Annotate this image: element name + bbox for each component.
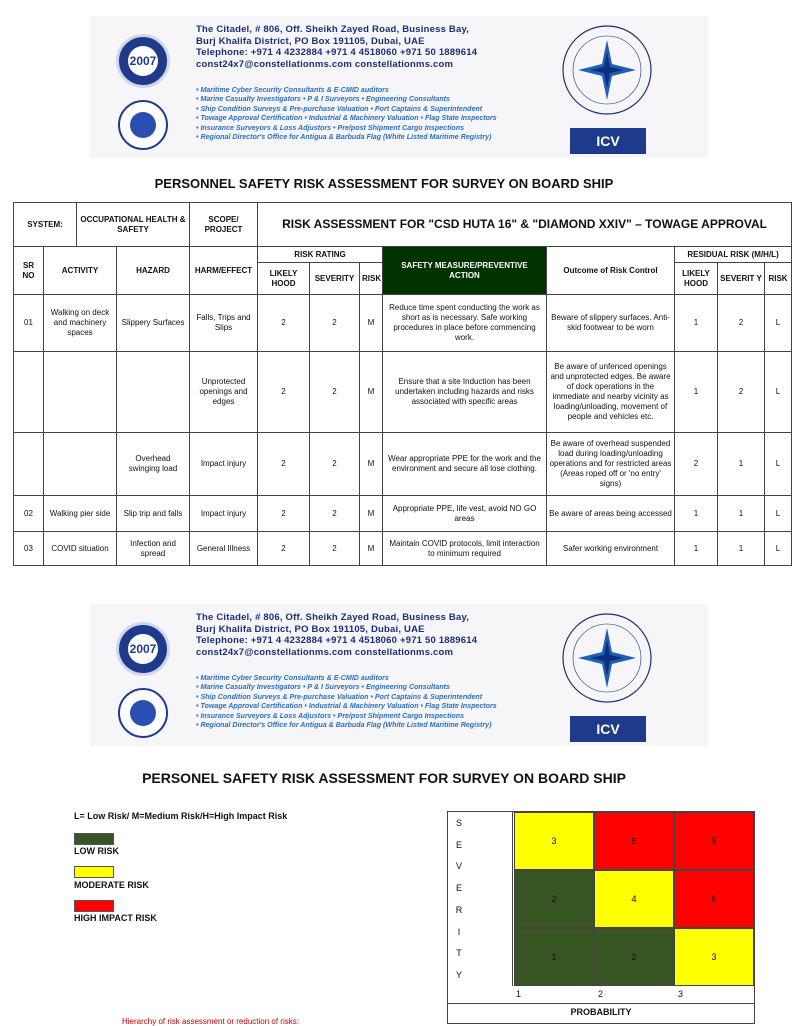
severity-letter: I [457,926,461,937]
telephone-line: Telephone: +971 4 4232884 +971 4 4518060 +971 50 1889614 [196,47,478,58]
cell-activity: Walking on deck and machinery spaces [44,295,117,352]
cell-hazard [117,352,190,433]
services-list [196,86,536,142]
cell-outcome: Be aware of overhead suspended load during loading/unloading operations and for restricted areas (Areas roped off or 'no entry' signs) [547,433,675,496]
matrix-cell: 6 [594,812,674,870]
risk-rating-header: RISK RATING [258,247,383,263]
matrix-cell: 6 [674,870,754,928]
severity-letter: R [455,904,463,915]
cell-sr [14,352,44,433]
cell-likelihood: 2 [258,433,310,496]
address-line: The Citadel, # 806, Off. Sheikh Zayed Road, Business Bay, [196,24,470,35]
table-row [14,496,792,532]
low-risk-label: LOW RISK [74,846,119,856]
col-severity: SEVERITY [310,263,360,295]
cell-outcome: Be aware of unfenced openings and unprotected edges. Be aware of dock operations in the immediate and nearby vicinity as loading/unloading, movement of people and vehicles etc. [547,352,675,433]
company-address [196,24,526,70]
institute-seal-icon [118,100,168,150]
col-activity: ACTIVITY [44,247,117,295]
table-row [14,295,792,352]
severity-letter: T [456,948,462,959]
outcome-header: Outcome of Risk Control [547,247,675,295]
cell-likelihood: 2 [258,352,310,433]
severity-letter: E [455,883,462,894]
cell-outcome: Beware of slippery surfaces. Anti-skid footwear to be worn [547,295,675,352]
col-likelihood: LIKELY HOOD [258,263,310,295]
cell-harm: General Illness [190,532,258,566]
cell-activity [44,433,117,496]
seal-year: 2007 [128,46,158,76]
table-row [14,532,792,566]
cell-harm: Falls, Trips and Slips [190,295,258,352]
institute-seal-icon [118,688,168,738]
cell-hazard: Slippery Surfaces [117,295,190,352]
cell-risk: M [360,352,383,433]
cell-hazard: Overhead swinging load [117,433,190,496]
service-item: • Maritime Cyber Security Consultants & E-CMID auditors [196,86,389,94]
service-item: • Maritime Cyber Security Consultants & E-CMID auditors [196,674,389,682]
cell-severity: 2 [310,433,360,496]
service-item: • Insurance Surveyors & Loss Adjustors • Pre/post Shipment Cargo Inspections [196,711,465,720]
page-2-title: PERSONEL SAFETY RISK ASSESSMENT FOR SURVEY ON BOARD SHIP [142,770,626,786]
risk-assessment-table [13,202,792,566]
moderate-risk-swatch [74,866,114,878]
hierarchy-note: Hierarchy of risk assessment or reduction of risks: [122,1017,299,1026]
low-risk-swatch [74,833,114,845]
cell-risk: M [360,532,383,566]
cell-activity [44,352,117,433]
cell-residual-risk: L [765,433,792,496]
severity-letter: S [455,817,462,828]
services-list [196,674,536,730]
cell-activity: Walking pier side [44,496,117,532]
cell-severity: 2 [310,496,360,532]
col-residual-likelihood: LIKELY HOOD [675,263,718,295]
moderate-risk-label: MODERATE RISK [74,880,149,890]
risk-matrix [447,811,755,1024]
legend-title: L= Low Risk/ M=Medium Risk/H=High Impact Risk [74,811,288,821]
cell-severity: 2 [310,295,360,352]
cell-harm: Unprotected openings and edges [190,352,258,433]
scope-label: SCOPE/ PROJECT [190,203,258,247]
cell-severity: 2 [310,532,360,566]
email-line: const24x7@constellationms.com constellationms.com [196,58,454,70]
col-harm-effect: HARM/EFFECT [190,247,258,295]
system-label: SYSTEM: [14,203,77,247]
service-item: • Ship Condition Surveys & Pre-purchase Valuation • Port Captains & Superintendent [196,104,483,113]
icv-badge: ICV [570,128,646,154]
cell-residual-risk: L [765,496,792,532]
email-line: const24x7@constellationms.com constellationms.com [196,646,454,658]
service-item: • Marine Casualty Investigators • P & I Surveyors • Engineering Consultants [196,95,450,104]
cell-residual-severity: 1 [718,496,765,532]
cell-hazard: Infection and spread [117,532,190,566]
cell-likelihood: 2 [258,532,310,566]
severity-letter: V [455,861,462,872]
matrix-cell: 2 [514,870,594,928]
severity-letters [448,812,470,986]
address-line: The Citadel, # 806, Off. Sheikh Zayed Road, Business Bay, [196,612,470,623]
cell-residual-severity: 1 [718,433,765,496]
service-item: • Marine Casualty Investigators • P & I Surveyors • Engineering Consultants [196,683,450,692]
col-sr-no: SR NO [14,247,44,295]
occ-health-label: OCCUPATIONAL HEALTH & SAFETY [77,203,190,247]
table-row [14,433,792,496]
cell-sr: 01 [14,295,44,352]
company-seal-icon [116,34,170,88]
company-seal-icon [116,622,170,676]
risk-assessment-title: RISK ASSESSMENT FOR "CSD HUTA 16" & "DIAMOND XXIV" – TOWAGE APPROVAL [258,203,792,247]
cell-measure: Appropriate PPE, life vest, avoid NO GO areas [383,496,547,532]
safety-measure-header: SAFETY MEASURE/PREVENTIVE ACTION [383,247,547,295]
address-line: Burj Khalifa District, PO Box 191105, Dubai, UAE [196,35,425,47]
cell-risk: M [360,433,383,496]
icv-badge: ICV [570,716,646,742]
col-risk: RISK [360,263,383,295]
company-address [196,612,526,658]
cell-likelihood: 2 [258,295,310,352]
compass-star-logo-icon [552,610,662,710]
cell-residual-risk: L [765,532,792,566]
service-item: • Ship Condition Surveys & Pre-purchase Valuation • Port Captains & Superintendent [196,692,483,701]
matrix-cell: 3 [514,812,594,870]
cell-severity: 2 [310,352,360,433]
cell-hazard: Slip trip and falls [117,496,190,532]
table-row [14,352,792,433]
letterhead [90,16,708,158]
cell-activity: COVID situation [44,532,117,566]
cell-harm: Impact injury [190,496,258,532]
matrix-cell: 9 [674,812,754,870]
cell-residual-risk: L [765,352,792,433]
col-residual-severity: SEVERIT Y [718,263,765,295]
cell-residual-likelihood: 1 [675,352,718,433]
cell-risk: M [360,295,383,352]
cell-residual-likelihood: 1 [675,532,718,566]
high-risk-swatch [74,900,114,912]
cell-sr: 03 [14,532,44,566]
page-title: PERSONNEL SAFETY RISK ASSESSMENT FOR SURVEY ON BOARD SHIP [154,176,614,191]
cell-measure: Reduce time spent conducting the work as short as is necessary. Safe working procedures in place before commencing work. [383,295,547,352]
residual-risk-header: RESIDUAL RISK (M/H/L) [675,247,792,263]
cell-outcome: Be aware of areas being accessed [547,496,675,532]
high-risk-label: HIGH IMPACT RISK [74,913,157,923]
service-item: • Regional Director's Office for Antigua & Barbuda Flag (White Listed Maritime Registry) [196,721,492,730]
cell-measure: Maintain COVID protocols, limit interaction to minimum required [383,532,547,566]
matrix-cell: 3 [674,928,754,986]
cell-residual-severity: 2 [718,295,765,352]
probability-tick: 1 [516,989,522,999]
cell-measure: Wear appropriate PPE for the work and the environment and secure all lose clothing. [383,433,547,496]
service-item: • Insurance Surveyors & Loss Adjustors • Pre/post Shipment Cargo Inspections [196,123,465,132]
severity-letter: Y [455,970,462,981]
severity-axis [448,812,513,986]
address-line: Burj Khalifa District, PO Box 191105, Dubai, UAE [196,623,425,635]
cell-residual-severity: 1 [718,532,765,566]
probability-label: PROBABILITY [448,1003,754,1017]
probability-tick: 3 [678,989,684,999]
compass-star-logo-icon [552,22,662,122]
severity-letter: E [455,839,462,850]
matrix-cell: 4 [594,870,674,928]
service-item: • Towage Approval Certification • Industrial & Machinery Valuation • Flag State Inspectors [196,114,497,123]
telephone-line: Telephone: +971 4 4232884 +971 4 4518060 +971 50 1889614 [196,635,478,646]
cell-sr [14,433,44,496]
probability-tick: 2 [598,989,604,999]
cell-measure: Ensure that a site Induction has been undertaken including hazards and risks associated with specific areas [383,352,547,433]
cell-residual-severity: 2 [718,352,765,433]
cell-likelihood: 2 [258,496,310,532]
col-hazard: HAZARD [117,247,190,295]
service-item: • Regional Director's Office for Antigua & Barbuda Flag (White Listed Maritime Registry) [196,133,492,142]
service-item: • Towage Approval Certification • Industrial & Machinery Valuation • Flag State Inspectors [196,702,497,711]
cell-residual-likelihood: 2 [675,433,718,496]
col-residual-risk: RISK [765,263,792,295]
matrix-cell: 2 [594,928,674,986]
matrix-cell: 1 [514,928,594,986]
letterhead-page-2 [90,604,708,746]
seal-year: 2007 [128,634,158,664]
cell-residual-risk: L [765,295,792,352]
cell-risk: M [360,496,383,532]
cell-harm: Impact injury [190,433,258,496]
cell-sr: 02 [14,496,44,532]
cell-residual-likelihood: 1 [675,295,718,352]
cell-outcome: Safer working environment [547,532,675,566]
cell-residual-likelihood: 1 [675,496,718,532]
